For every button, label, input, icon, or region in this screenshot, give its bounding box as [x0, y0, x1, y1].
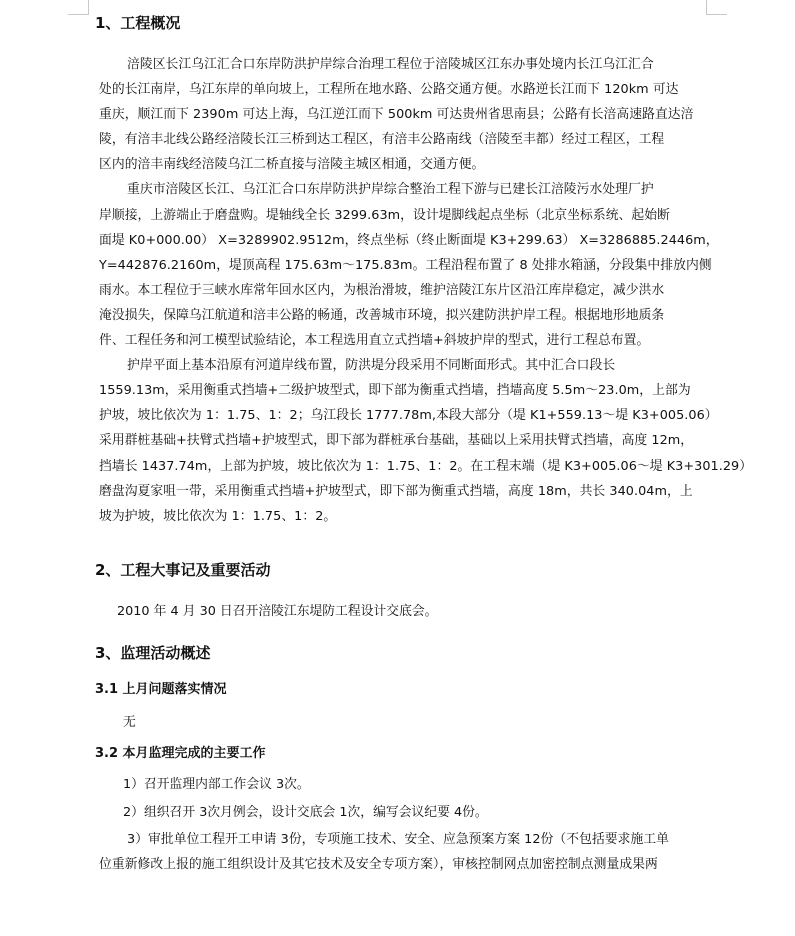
text-line: 岸顺接，上游端止于磨盘购。堤轴线全长 3299.63m，设计堤脚线起点坐标（北京坐标系统、起始断: [99, 207, 670, 223]
text-line: 重庆市涪陵区长江、乌江汇合口东岸防洪护岸综合整治工程下游与已建长江涪陵污水处理厂护: [127, 182, 654, 198]
text-line: 磨盘沟夏家咀一带，采用衡重式挡墙+护坡型式，即下部为衡重式挡墙，高度 18m，共长 340.04m，上: [99, 483, 693, 499]
paragraph-project-scope: [99, 177, 719, 353]
text-line: 采用群桩基础+扶臂式挡墙+护坡型式，即下部为群桩承台基础，基础以上采用扶臂式挡墙，高度 12m，: [99, 433, 694, 449]
subsection-heading-monthly-work: 3.2 本月监理完成的主要工作: [95, 745, 266, 761]
event-item: 2010 年 4 月 30 日召开涪陵江东堤防工程设计交底会。: [117, 603, 438, 619]
text-line: 坡为护坡，坡比依次为 1：1.75、1：2。: [99, 508, 337, 524]
text-line: 淹没损失，保障乌江航道和涪丰公路的畅通，改善城市环境，拟兴建防洪护岸工程。根据地形地质条: [99, 307, 665, 323]
paragraph-project-location: [99, 52, 715, 177]
text-line: 3）审批单位工程开工申请 3份，专项施工技术、安全、应急预案方案 12份（不包括要求施工单: [127, 831, 670, 847]
text-line: 陵，有涪丰北线公路经涪陵长江三桥到达工程区，有涪丰公路南线（涪陵至丰都）经过工程区，工程: [99, 132, 665, 148]
text-line: 雨水。本工程位于三峡水库常年回水区内，为根治滑坡，维护涪陵江东片区沿江库岸稳定，减少洪水: [99, 282, 665, 298]
text-line: 重庆，顺江而下 2390m 可达上海，乌江逆江而下 500km 可达贵州省思南县；公路有长涪高速路直达涪: [99, 107, 694, 123]
work-item: 1）召开监理内部工作会议 3次。: [123, 776, 310, 792]
subsection-body-none: 无: [123, 714, 136, 730]
work-item: 2）组织召开 3次月例会，设计交底会 1次，编写会议纪要 4份。: [123, 804, 488, 820]
text-line: 件、工程任务和河工模型试验结论，本工程选用直立式挡墙+斜坡护岸的型式，进行工程总布置。: [99, 333, 650, 349]
text-line: 区内的涪丰南线经涪陵乌江二桥直接与涪陵主城区相通，交通方便。: [99, 157, 485, 173]
work-item-approvals: [99, 827, 715, 877]
text-line: 挡墙长 1437.74m，上部为护坡，坡比依次为 1：1.75、1：2。在工程末端（堤 K3+005.06～堤 K3+301.29）: [99, 458, 753, 474]
text-line: 位重新修改上报的施工组织设计及其它技术及安全专项方案），审核控制网点加密控制点测量成果两: [99, 856, 658, 872]
text-line: 涪陵区长江乌江汇合口东岸防洪护岸综合治理工程位于涪陵城区江东办事处境内长江乌江汇合: [127, 57, 654, 72]
section-heading-project-overview: 1、工程概况: [95, 14, 181, 32]
section-heading-major-events: 2、工程大事记及重要活动: [95, 560, 271, 579]
text-line: 处的长江南岸，乌江东岸的单向坡上，工程所在地水路、公路交通方便。水路逆长江而下 120km 可达: [99, 82, 679, 98]
section-heading-supervision-overview: 3、监理活动概述: [95, 643, 211, 662]
paragraph-revetment-layout: [99, 353, 753, 529]
text-line: Y=442876.2160m，堤顶高程 175.63m～175.83m。工程沿程布置了 8 处排水箱涵，分段集中排放内侧: [99, 257, 712, 273]
text-line: 1559.13m，采用衡重式挡墙+二级护坡型式，即下部为衡重式挡墙，挡墙高度 5.5m～23.0m，上部为: [99, 383, 691, 399]
text-line: 面堤 K0+000.00） X=3289902.9512m，终点坐标（终止断面堤 K3+299.63） X=3286885.2446m，: [99, 232, 719, 248]
document-body: [95, 11, 753, 877]
text-line: 护岸平面上基本沿原有河道岸线布置，防洪堤分段采用不同断面形式。其中汇合口段长: [127, 358, 616, 374]
text-line: 护坡，坡比依次为 1：1.75、1：2；乌江段长 1777.78m,本段大部分（堤 K1+559.13～堤 K3+005.06）: [99, 408, 718, 424]
page-corner-mark-left: [68, 0, 89, 15]
subsection-heading-last-month-issues: 3.1 上月问题落实情况: [95, 681, 227, 697]
